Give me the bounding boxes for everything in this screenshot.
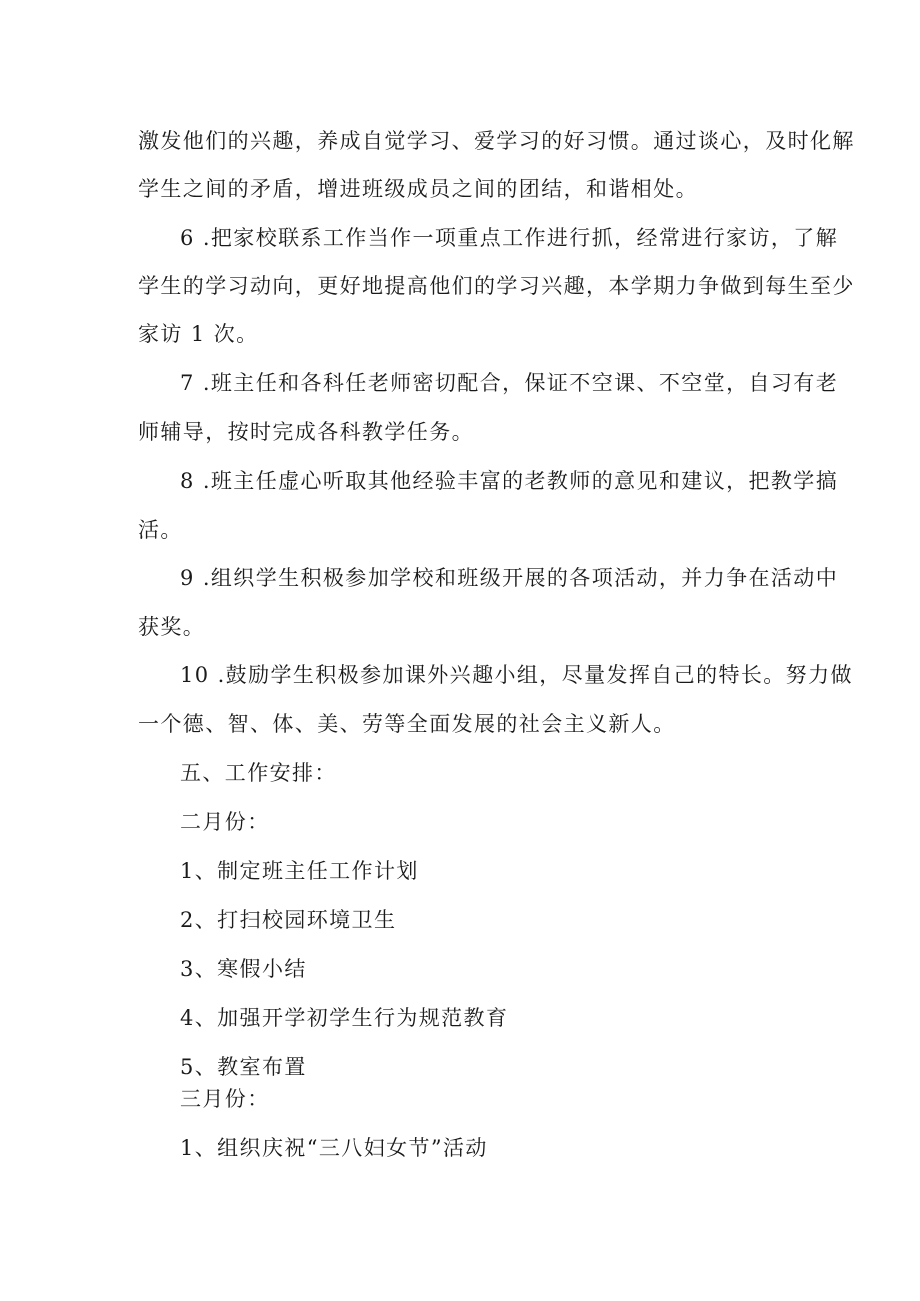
list-item-7-line: 7 .班主任和各科任老师密切配合，保证不空课、不空堂，自习有老 — [180, 371, 839, 395]
list-item-8-line: 活。 — [138, 518, 183, 542]
list-item-7-line: 师辅导，按时完成各科教学任务。 — [138, 420, 474, 444]
task-item: 4、加强开学初学生行为规范教育 — [180, 1006, 509, 1030]
list-item-6-line: 6 .把家校联系工作当作一项重点工作进行抓，经常进行家访，了解 — [180, 226, 839, 250]
list-item-10-line: 10 .鼓励学生积极参加课外兴趣小组，尽量发挥自己的特长。努力做 — [180, 663, 853, 687]
month-heading: 二月份： — [180, 810, 270, 834]
task-item: 2、打扫校园环境卫生 — [180, 908, 397, 932]
task-item: 5、教室布置 — [180, 1055, 307, 1079]
paragraph-line: 学生之间的矛盾，增进班级成员之间的团结，和谐相处。 — [138, 177, 698, 201]
month-heading: 三月份： — [180, 1087, 270, 1111]
list-item-9-line: 获奖。 — [138, 615, 206, 639]
list-item-9-line: 9 .组织学生积极参加学校和班级开展的各项活动，并力争在活动中 — [180, 566, 839, 590]
list-item-6-line: 学生的学习动向，更好地提高他们的学习兴趣，本学期力争做到每生至少 — [138, 274, 855, 298]
list-item-10-line: 一个德、智、体、美、劳等全面发展的社会主义新人。 — [138, 712, 676, 736]
task-item: 1、组织庆祝“三八妇女节”活动 — [180, 1136, 488, 1160]
list-item-6-line: 家访 1 次。 — [138, 322, 259, 346]
list-item-8-line: 8 .班主任虚心听取其他经验丰富的老教师的意见和建议，把教学搞 — [180, 469, 839, 493]
task-item: 1、制定班主任工作计划 — [180, 859, 419, 883]
paragraph-line: 激发他们的兴趣，养成自觉学习、爱学习的好习惯。通过谈心，及时化解 — [138, 129, 855, 153]
task-item: 3、寒假小结 — [180, 957, 307, 981]
section-heading: 五、工作安排： — [180, 761, 337, 785]
